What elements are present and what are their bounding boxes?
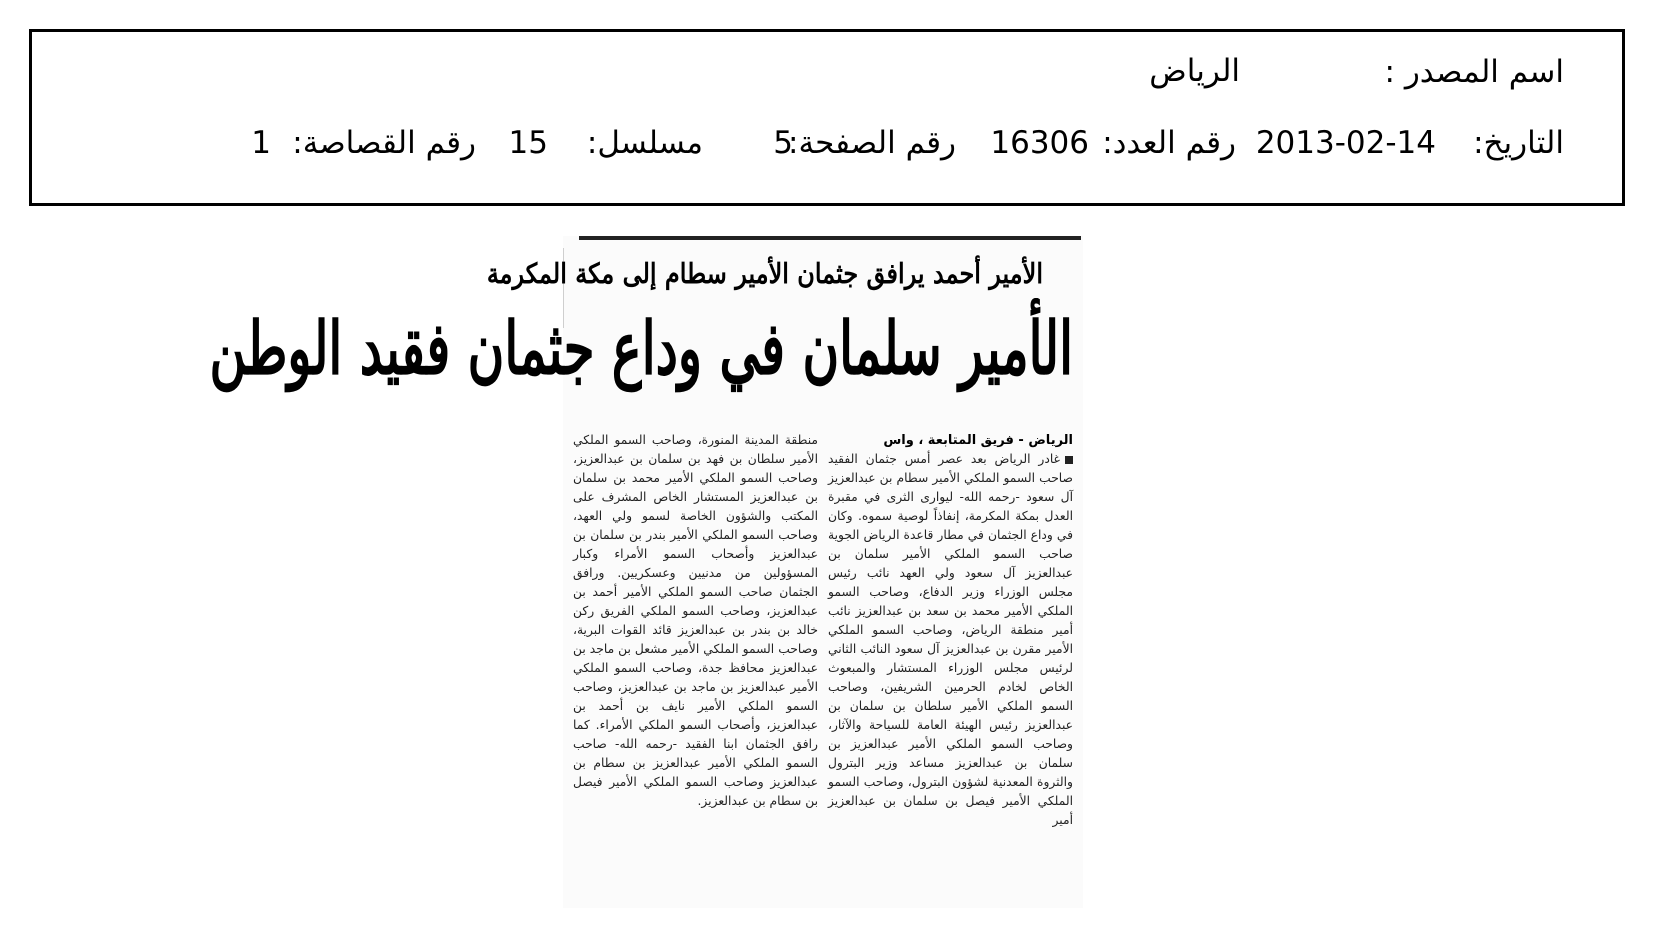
article-column-left [573, 431, 818, 811]
issue-label: رقم العدد: [1102, 125, 1236, 161]
document-header [29, 29, 1625, 206]
article-column-right [828, 431, 1073, 830]
clipping-value: 1 [251, 125, 271, 161]
serial-value: 15 [508, 125, 548, 161]
paragraph-bullet-icon [1065, 456, 1073, 464]
column-right-text [828, 450, 1073, 830]
clipping-label: رقم القصاصة: [292, 125, 476, 161]
date-label: التاريخ: [1473, 125, 1564, 161]
page-number-label: رقم الصفحة: [788, 125, 956, 161]
issue-value: 16306 [990, 125, 1089, 161]
top-rule [579, 236, 1081, 240]
article-headline: الأمير سلمان في وداع جثمان فقيد الوطن [209, 305, 1073, 392]
source-value: الرياض [1149, 53, 1240, 89]
article-kicker: الأمير أحمد يرافق جثمان الأمير سطام إلى مكة المكرمة [486, 256, 1043, 291]
serial-label: مسلسل: [586, 125, 703, 161]
page-number-value: 5 [773, 125, 793, 161]
column-left-text: منطقة المدينة المنورة، وصاحب السمو الملكي الأمير سلطان بن فهد بن سلمان بن عبدالعزيز، وصاحب السمو الملكي الأمير محمد بن سلمان بن عبدالعزيز المستشار الخاص المشرف على المكتب والشؤون الخاصة لسمو ولي العهد، وصاحب السمو الملكي الأمير بندر بن سلمان بن عبدالعزيز وأصحاب السمو الأمراء وكبار المسؤولين من مدنيين وعسكريين. ورافق الجثمان صاحب السمو الملكي الأمير أحمد بن عبدالعزيز، وصاحب السمو الملكي الفريق ركن خالد بن بندر بن عبدالعزيز قائد القوات البرية، وصاحب السمو الملكي الأمير مشعل بن ماجد بن عبدالعزيز محافظ جدة، وصاحب السمو الملكي الأمير عبدالعزيز بن ماجد بن عبدالعزيز، وصاحب السمو الملكي الأمير نايف بن أحمد بن عبدالعزيز، وأصحاب السمو الملكي الأمراء. كما رافق الجثمان ابنا الفقيد -رحمه الله- صاحب السمو الملكي الأمير عبدالعزيز بن سطام بن عبدالعزيز وصاحب السمو الملكي الأمير فيصل بن سطام بن عبدالعزيز. [573, 433, 818, 808]
newspaper-clipping [209, 236, 1083, 908]
date-value: 2013-02-14 [1255, 125, 1436, 161]
column-right-body: غادر الرياض بعد عصر أمس جثمان الفقيد صاحب السمو الملكي الأمير سطام بن عبدالعزيز آل سعود -رحمه الله- ليوارى الثرى في مقبرة العدل بمكة المكرمة، إنفاذاً لوصية سموه. وكان في وداع الجثمان في مطار قاعدة الرياض الجوية صاحب السمو الملكي الأمير سلمان بن عبدالعزيز آل سعود ولي العهد نائب رئيس مجلس الوزراء وزير الدفاع، وصاحب السمو الملكي الأمير محمد بن سعد بن عبدالعزيز نائب أمير منطقة الرياض، وصاحب السمو الملكي الأمير مقرن بن عبدالعزيز آل سعود النائب الثاني لرئيس مجلس الوزراء المستشار والمبعوث الخاص لخادم الحرمين الشريفين، وصاحب السمو الملكي الأمير سلطان بن سلمان بن عبدالعزيز رئيس الهيئة العامة للسياحة والآثار، وصاحب السمو الملكي الأمير عبدالعزيز بن سلمان بن عبدالعزيز مساعد وزير البترول والثروة المعدنية لشؤون البترول، وصاحب السمو الملكي الأمير فيصل بن سلمان بن عبدالعزيز أمير [828, 452, 1073, 827]
source-label: اسم المصدر : [1384, 54, 1564, 90]
article-byline: الرياض - فريق المتابعة ، واس [883, 433, 1073, 448]
